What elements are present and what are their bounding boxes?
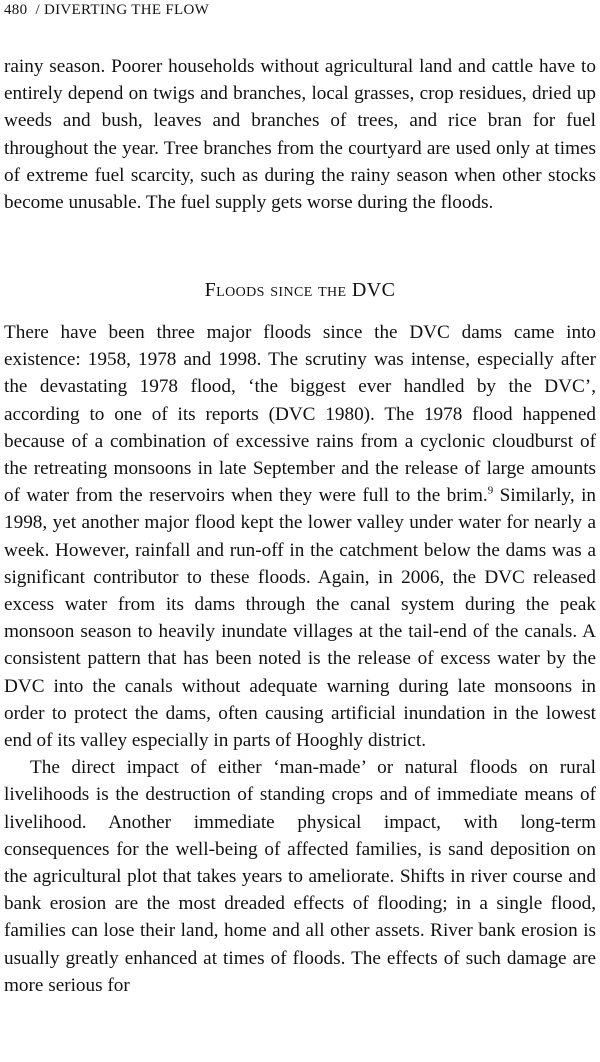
running-head xyxy=(4,2,209,19)
paragraph-1-text-before-note: There have been three major floods since the DVC dams came into existence: 1958, 1978 and 1998. The scrutiny was intense, especially after the devastating 1978 flood, ‘the biggest ever handled by the DVC’, according to one of its reports (DVC 1980). The 1978 flood happened because of a combination of excessive rains from a cyclonic cloudburst of the retreating monsoons in late September and the release of large amounts of water from the reservoirs when they were full to the brim. xyxy=(4,322,596,507)
paragraph-continued-text: rainy season. Poorer households without agricultural land and cattle have to entirely depend on twigs and branches, local grasses, crop residues, dried up weeds and bush, leaves and branches of trees, and rice bran for fuel throughout the year. Tree branches from the courtyard are used only at times of extreme fuel scarcity, such as during the rainy season when other stocks become unusable. The fuel supply gets worse during the floods. xyxy=(4,56,596,214)
section-body xyxy=(4,319,596,999)
running-head-separator: / xyxy=(35,2,40,18)
paragraph-1-text-after-note: Similarly, in 1998, yet another major flood kept the lower valley under water for nearly a week. However, rainfall and run-off in the catchment below the dams was a significant contributor to these floods. Again, in 2006, the DVC released excess water from its dams through the canal system during the peak monsoon season to heavily inundate villages at the tail-end of the canals. A consistent pattern that has been noted is the release of excess water by the DVC into the canals without adequate warning during late monsoons in order to protect the dams, often causing artificial inundation in the lowest end of its valley especially in parts of Hooghly district. xyxy=(4,485,596,752)
paragraph-2: The direct impact of either ‘man-made’ or natural floods on rural livelihoods is the destruction of standing crops and of immediate means of livelihood. Another immediate physical impact, with long-term consequences for the well-being of affected families, is sand deposition on the agricultural plot that takes years to ameliorate. Shifts in river course and bank erosion are the most dreaded effects of flooding; in a single flood, families can lose their land, home and all other assets. River bank erosion is usually greatly enhanced at times of floods. The effects of such damage are more serious for xyxy=(4,757,596,996)
footnote-marker[interactable]: 9 xyxy=(487,484,494,497)
running-head-title: DIVERTING THE FLOW xyxy=(44,2,210,18)
section-heading: Floods since the DVC xyxy=(204,279,396,301)
paragraph-1 xyxy=(4,319,596,754)
continued-paragraph xyxy=(4,53,596,216)
page-number: 480 xyxy=(4,2,28,18)
